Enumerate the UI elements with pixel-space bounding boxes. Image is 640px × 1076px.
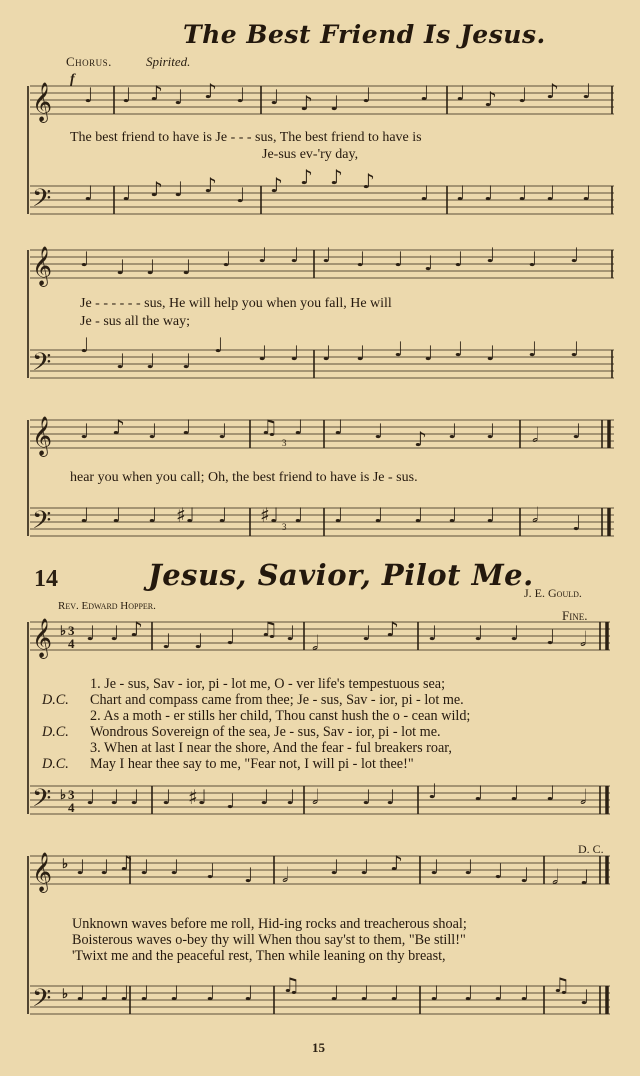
svg-text:♩: ♩: [206, 859, 216, 883]
svg-text:♩: ♩: [110, 621, 120, 645]
svg-text:𝄞: 𝄞: [32, 416, 53, 456]
svg-text:𝄢: 𝄢: [32, 784, 52, 819]
svg-text:𝄞: 𝄞: [32, 618, 53, 658]
svg-text:♩: ♩: [76, 855, 86, 879]
svg-text:𝅗𝅥: 𝅗𝅥: [312, 785, 319, 809]
svg-text:♩: ♩: [494, 981, 504, 1005]
verse-line: Unknown waves before me roll, Hid-ing rocks and treacherous shoal;: [72, 916, 467, 932]
svg-text:♩: ♩: [182, 349, 192, 373]
svg-text:♩: ♩: [518, 83, 528, 107]
svg-text:♩: ♩: [424, 341, 434, 365]
svg-text:♪: ♪: [150, 81, 163, 105]
svg-text:♩: ♩: [430, 855, 440, 879]
svg-text:𝄞: 𝄞: [32, 246, 53, 286]
svg-text:♩: ♩: [520, 863, 530, 887]
svg-text:♩: ♩: [570, 244, 580, 267]
svg-text:♩: ♩: [580, 985, 590, 1009]
svg-text:♩: ♩: [80, 503, 90, 527]
svg-text:♩: ♩: [86, 785, 96, 809]
svg-text:♪: ♪: [484, 87, 497, 111]
svg-text:♩: ♩: [360, 855, 370, 879]
svg-text:♩: ♩: [486, 503, 496, 527]
verse-line: May I hear thee say to me, "Fear not, I will pi - lot thee!": [90, 756, 414, 772]
svg-text:𝅗𝅥: 𝅗𝅥: [532, 503, 539, 527]
verse-line: 3. When at last I near the shore, And the fear - ful breakers roar,: [90, 740, 452, 756]
svg-text:♩: ♩: [374, 503, 384, 527]
svg-text:♪: ♪: [150, 177, 163, 201]
svg-text:♩: ♩: [430, 981, 440, 1005]
svg-text:♩: ♩: [130, 785, 140, 809]
svg-text:♩: ♩: [394, 247, 404, 271]
svg-text:♫: ♫: [552, 973, 570, 997]
svg-text:♩: ♩: [80, 247, 90, 271]
svg-text:♩: ♩: [140, 855, 150, 879]
svg-text:♩: ♩: [362, 785, 372, 809]
svg-text:♩: ♩: [174, 85, 184, 109]
dc-marking: D. C.: [578, 842, 604, 856]
svg-text:♩: ♩: [484, 181, 494, 205]
svg-text:♯♩: ♯♩: [188, 785, 208, 809]
svg-text:♩: ♩: [214, 333, 224, 357]
svg-text:♩: ♩: [456, 81, 466, 105]
svg-text:♪: ♪: [386, 617, 399, 641]
svg-text:♩: ♩: [334, 415, 344, 439]
svg-text:♯♩: ♯♩: [260, 503, 280, 527]
svg-text:♩: ♩: [100, 981, 110, 1005]
svg-text:♩: ♩: [456, 181, 466, 205]
svg-text:♩: ♩: [528, 337, 538, 361]
svg-text:♩: ♩: [322, 244, 332, 267]
svg-text:♩: ♩: [572, 419, 582, 443]
svg-text:♩: ♩: [394, 337, 404, 361]
svg-text:♭: ♭: [60, 623, 67, 638]
svg-text:♫: ♫: [260, 617, 278, 641]
svg-text:♩: ♩: [420, 81, 430, 105]
verse-line: Boisterous waves o-bey thy will When thou say'st to them, "Be still!": [72, 932, 466, 948]
svg-text:♩: ♩: [116, 349, 126, 373]
svg-text:♩: ♩: [424, 251, 434, 275]
svg-text:♩: ♩: [580, 865, 590, 889]
svg-text:♩: ♩: [112, 503, 122, 527]
svg-text:𝅗𝅥: 𝅗𝅥: [532, 423, 539, 447]
svg-text:♩: ♩: [162, 629, 172, 653]
page-number: 15: [312, 1040, 325, 1055]
dc-label: D.C.: [42, 692, 69, 708]
dc-label: D.C.: [42, 724, 69, 740]
svg-text:♩: ♩: [448, 503, 458, 527]
svg-text:4: 4: [68, 636, 75, 651]
svg-text:𝄢: 𝄢: [32, 984, 52, 1019]
svg-text:♩: ♩: [236, 183, 246, 207]
svg-text:𝅗𝅥: 𝅗𝅥: [580, 785, 587, 809]
svg-text:♩: ♩: [486, 244, 496, 267]
svg-text:♩: ♩: [494, 859, 504, 883]
svg-text:♩: ♩: [294, 415, 304, 439]
svg-text:♩: ♩: [260, 785, 270, 809]
svg-text:𝅗𝅥: 𝅗𝅥: [552, 865, 559, 889]
svg-text:♪: ♪: [270, 173, 283, 197]
lyric-line: The best friend to have is Je - - - sus, The best friend to have is: [70, 130, 422, 145]
svg-text:♩: ♩: [356, 341, 366, 365]
svg-text:♪: ♪: [390, 851, 403, 875]
svg-text:♩: ♩: [226, 789, 236, 813]
svg-text:♩: ♩: [218, 503, 228, 527]
svg-text:♪: ♪: [300, 165, 313, 189]
svg-text:4: 4: [68, 800, 75, 815]
svg-text:♩: ♩: [572, 511, 582, 535]
svg-text:♩: ♩: [334, 503, 344, 527]
svg-text:♩: ♩: [290, 341, 300, 365]
svg-text:♩: ♩: [420, 181, 430, 205]
svg-text:♩: ♩: [206, 981, 216, 1005]
svg-text:♩: ♩: [360, 981, 370, 1005]
music-system-3: [24, 412, 616, 562]
svg-text:3: 3: [282, 522, 287, 532]
svg-text:♩: ♩: [116, 255, 126, 279]
hymn-number: 14: [34, 566, 58, 592]
svg-text:♩: ♩: [218, 419, 228, 443]
svg-text:♩: ♩: [222, 247, 232, 271]
lyric-line: Je-sus ev-'ry day,: [262, 147, 359, 162]
verse-line: Wondrous Sovereign of the sea, Je - sus, Sav - ior, pi - lot me.: [90, 724, 441, 740]
svg-text:♩: ♩: [258, 341, 268, 365]
svg-text:♩: ♩: [182, 415, 192, 439]
svg-text:♩: ♩: [322, 341, 332, 365]
composer-credit: J. E. Gould.: [524, 586, 582, 600]
svg-text:♩: ♩: [162, 785, 172, 809]
svg-text:♩: ♩: [140, 981, 150, 1005]
svg-text:♩: ♩: [194, 629, 204, 653]
svg-text:♩: ♩: [454, 337, 464, 361]
svg-text:♩: ♩: [244, 981, 254, 1005]
svg-text:♩: ♩: [170, 855, 180, 879]
author-credit: Rev. Edward Hopper.: [58, 600, 156, 612]
svg-text:♩: ♩: [486, 341, 496, 365]
svg-text:♩: ♩: [464, 981, 474, 1005]
svg-text:♩: ♩: [80, 333, 90, 357]
svg-text:♩: ♩: [84, 181, 94, 205]
svg-text:♩: ♩: [330, 91, 340, 115]
lyric-line: Je - sus all the way;: [80, 314, 191, 329]
svg-text:♪: ♪: [414, 427, 427, 451]
svg-text:♩: ♩: [428, 779, 438, 803]
svg-text:♩: ♩: [174, 177, 184, 201]
chorus-label: Chorus.: [66, 54, 112, 69]
svg-text:𝄢: 𝄢: [32, 506, 52, 541]
svg-text:♪: ♪: [120, 851, 133, 875]
svg-text:♪: ♪: [204, 80, 217, 103]
svg-text:♩: ♩: [362, 83, 372, 107]
svg-text:♩: ♩: [582, 80, 592, 103]
svg-text:♩: ♩: [76, 981, 86, 1005]
svg-text:♩: ♩: [518, 181, 528, 205]
svg-text:♩: ♩: [356, 247, 366, 271]
svg-text:♩: ♩: [148, 419, 158, 443]
verse-line: Chart and compass came from thee; Je - sus, Sav - ior, pi - lot me.: [90, 692, 464, 708]
svg-text:♫: ♫: [282, 973, 300, 997]
svg-text:♩: ♩: [290, 244, 300, 267]
svg-text:3: 3: [282, 438, 287, 448]
svg-text:♩: ♩: [182, 255, 192, 279]
svg-text:♫: ♫: [260, 415, 278, 439]
verse-line: 2. As a moth - er stills her child, Thou canst hush the o - cean wild;: [90, 708, 471, 724]
svg-text:♩: ♩: [170, 981, 180, 1005]
svg-text:𝄢: 𝄢: [32, 184, 52, 219]
svg-text:♩: ♩: [270, 85, 280, 109]
svg-text:♩: ♩: [146, 255, 156, 279]
svg-text:♭: ♭: [60, 787, 67, 802]
svg-text:♩: ♩: [148, 503, 158, 527]
svg-text:♩: ♩: [294, 503, 304, 527]
svg-text:𝄞: 𝄞: [32, 82, 53, 122]
hymn-title: The Best Friend Is Jesus.: [183, 20, 546, 49]
svg-text:♩: ♩: [286, 785, 296, 809]
svg-text:♩: ♩: [146, 349, 156, 373]
svg-text:𝄢: 𝄢: [32, 348, 52, 383]
svg-text:♩: ♩: [546, 181, 556, 205]
dc-label: D.C.: [42, 756, 69, 772]
svg-text:♩: ♩: [120, 981, 130, 1005]
svg-text:♩: ♩: [528, 247, 538, 271]
svg-text:♩: ♩: [448, 419, 458, 443]
svg-text:♩: ♩: [100, 855, 110, 879]
svg-text:♩: ♩: [390, 981, 400, 1005]
svg-text:♩: ♩: [286, 621, 296, 645]
svg-text:♩: ♩: [374, 419, 384, 443]
svg-text:3: 3: [68, 787, 75, 802]
svg-text:♩: ♩: [464, 855, 474, 879]
svg-text:♩: ♩: [510, 781, 520, 805]
svg-text:♩: ♩: [84, 83, 94, 107]
svg-text:♩: ♩: [244, 863, 254, 887]
svg-text:♩: ♩: [110, 785, 120, 809]
svg-text:♩: ♩: [86, 621, 96, 645]
svg-text:♩: ♩: [520, 981, 530, 1005]
svg-text:𝄞: 𝄞: [32, 852, 53, 892]
svg-text:𝅗𝅥: 𝅗𝅥: [580, 627, 587, 651]
tempo-marking: Spirited.: [146, 54, 191, 69]
svg-text:♩: ♩: [428, 621, 438, 645]
svg-text:♯♩: ♯♩: [176, 503, 196, 527]
svg-text:♩: ♩: [386, 785, 396, 809]
svg-text:♩: ♩: [80, 419, 90, 443]
svg-text:♩: ♩: [454, 247, 464, 271]
svg-text:♩: ♩: [546, 625, 556, 649]
svg-text:♪: ♪: [330, 165, 343, 189]
svg-text:♩: ♩: [510, 621, 520, 645]
svg-text:♩: ♩: [226, 625, 236, 649]
svg-text:𝅗𝅥: 𝅗𝅥: [312, 631, 319, 655]
svg-text:♩: ♩: [362, 621, 372, 645]
verse-line: 1. Je - sus, Sav - ior, pi - lot me, O - ver life's tempestuous sea;: [90, 676, 446, 692]
svg-text:♪: ♪: [300, 91, 313, 115]
svg-text:♩: ♩: [236, 83, 246, 107]
svg-text:♩: ♩: [122, 83, 132, 107]
svg-text:♪: ♪: [112, 415, 125, 439]
verse-line: 'Twixt me and the peaceful rest, Then while leaning on thy breast,: [72, 948, 446, 964]
hymn-title: Jesus, Savior, Pilot Me.: [148, 558, 534, 592]
svg-text:3: 3: [68, 623, 75, 638]
svg-text:♭: ♭: [62, 986, 69, 1001]
svg-text:♩: ♩: [486, 419, 496, 443]
svg-text:♪: ♪: [546, 80, 559, 103]
svg-text:♩: ♩: [122, 181, 132, 205]
svg-text:♩: ♩: [474, 781, 484, 805]
svg-text:♪: ♪: [130, 617, 143, 641]
svg-text:♩: ♩: [414, 503, 424, 527]
lyric-line: hear you when you call; Oh, the best friend to have is Je - sus.: [70, 470, 418, 485]
svg-text:♪: ♪: [362, 169, 375, 193]
svg-text:♪: ♪: [204, 173, 217, 197]
svg-text:♩: ♩: [474, 621, 484, 645]
svg-text:♩: ♩: [330, 855, 340, 879]
svg-text:♭: ♭: [62, 856, 69, 871]
svg-text:♩: ♩: [258, 244, 268, 267]
svg-text:♩: ♩: [582, 181, 592, 205]
dynamic-marking: f: [70, 72, 75, 87]
svg-text:𝅗𝅥: 𝅗𝅥: [282, 863, 289, 887]
lyric-line: Je - - - - - - sus, He will help you when you fall, He will: [80, 296, 392, 311]
svg-text:♩: ♩: [546, 781, 556, 805]
svg-text:♩: ♩: [570, 337, 580, 361]
fine-marking: Fine.: [562, 608, 588, 623]
music-notation: [24, 412, 616, 562]
svg-text:♩: ♩: [330, 981, 340, 1005]
